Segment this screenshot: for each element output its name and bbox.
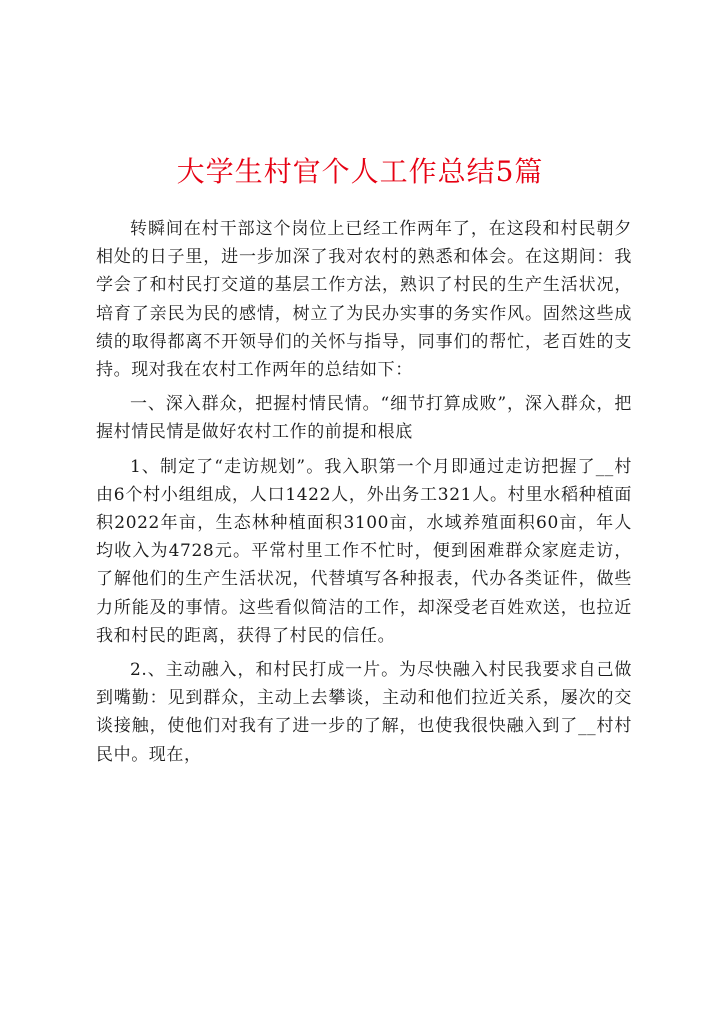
paragraph-intro: 转瞬间在村干部这个岗位上已经工作两年了，在这段和村民朝夕相处的日子里，进一步加深了我对农村的熟悉和体会。在这期间：我学会了和村民打交道的基层工作方法，熟识了村民的生产生活状况，培育了亲民为民的感情，树立了为民办实事的务实作风。固然这些成绩的取得都离不开领导们的关怀与指导，同事们的帮忙，老百姓的支持。现对我在农村工作两年的总结如下： <box>96 219 632 381</box>
document-title: 大学生村官个人工作总结5篇 <box>176 155 544 188</box>
document-body <box>96 215 632 769</box>
paragraph-item-2: 2.、主动融入，和村民打成一片。为尽快融入村民我要求自己做到嘴勤：见到群众，主动上去攀谈，主动和他们拉近关系，屡次的交谈接触，使他们对我有了进一步的了解，也使我很快融入到了__村村民中。现在， <box>96 660 632 765</box>
paragraph-section-1: 一、深入群众，把握村情民情。“细节打算成败”，深入群众，把握村情民情是做好农村工作的前提和根底 <box>96 394 632 443</box>
paragraph-item-1: 1、制定了“走访规划”。我入职第一个月即通过走访把握了__村由6个村小组组成，人口1422人，外出务工321人。村里水稻种植面积2022年亩，生态林种植面积3100亩，水域养殖面积60亩，年人均收入为4728元。平常村里工作不忙时，便到困难群众家庭走访，了解他们的生产生活状况，代替填写各种报表，代办各类证件，做些力所能及的事情。这些看似简洁的工作，却深受老百姓欢送，也拉近我和村民的距离，获得了村民的信任。 <box>96 456 632 646</box>
